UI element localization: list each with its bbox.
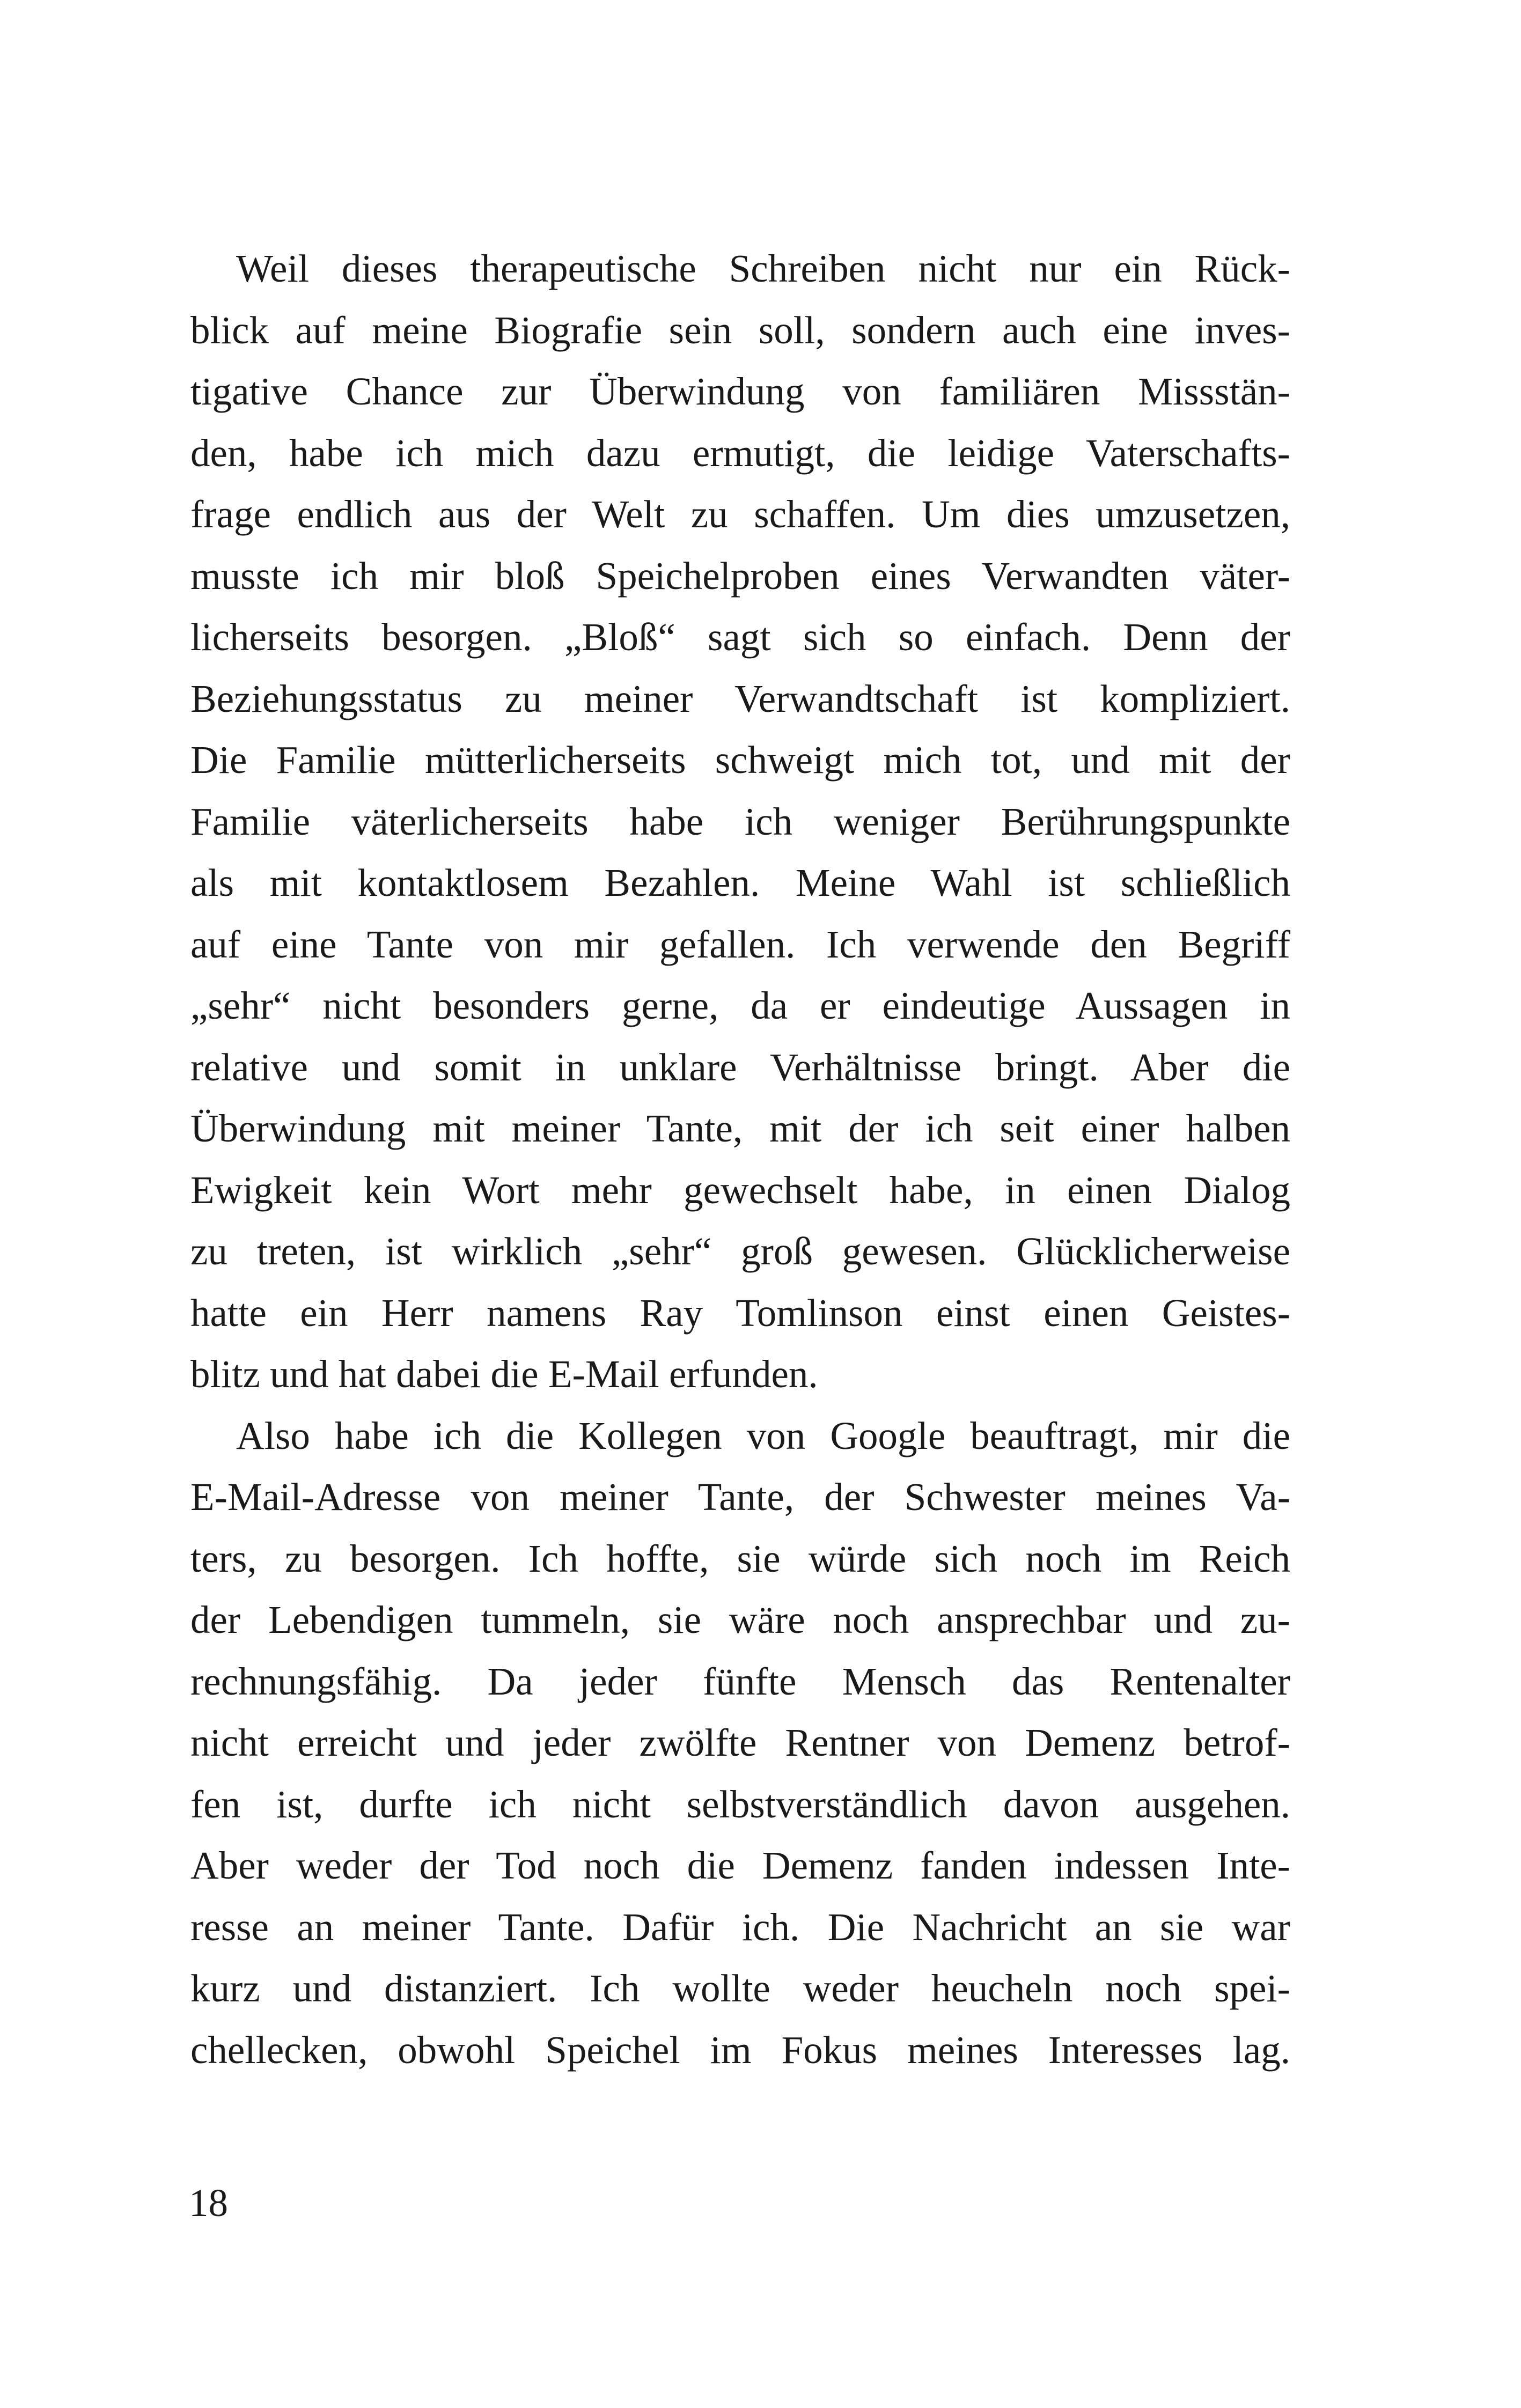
- text-line: tigative Chance zur Überwindung von familiären Missstän-: [190, 370, 1290, 413]
- page-number: 18: [189, 2181, 228, 2225]
- text-line: Weil dieses therapeutische Schreiben nicht nur ein Rück-: [236, 247, 1290, 290]
- text-line: ters, zu besorgen. Ich hoffte, sie würde sich noch im Reich: [190, 1536, 1290, 1580]
- text-line: nicht erreicht und jeder zwölfte Rentner von Demenz betrof-: [190, 1721, 1290, 1764]
- text-line: E-Mail-Adresse von meiner Tante, der Schwester meines Va-: [190, 1475, 1290, 1519]
- text-line: rechnungsfähig. Da jeder fünfte Mensch das Rentenalter: [190, 1659, 1290, 1703]
- text-line: kurz und distanziert. Ich wollte weder heucheln noch spei-: [190, 1967, 1290, 2010]
- text-line: Familie väterlicherseits habe ich weniger Berührungspunkte: [190, 799, 1290, 843]
- text-line: licherseits besorgen. „Bloß“ sagt sich so einfach. Denn der: [190, 615, 1290, 659]
- text-line: auf eine Tante von mir gefallen. Ich verwende den Begriff: [190, 922, 1290, 966]
- text-line: musste ich mir bloß Speichelproben eines Verwandten väter-: [190, 554, 1290, 598]
- text-line: Also habe ich die Kollegen von Google beauftragt, mir die: [236, 1413, 1290, 1457]
- text-line: relative und somit in unklare Verhältnisse bringt. Aber die: [190, 1045, 1290, 1089]
- text-line: zu treten, ist wirklich „sehr“ groß gewesen. Glücklicherweise: [190, 1229, 1290, 1273]
- text-line: Ewigkeit kein Wort mehr gewechselt habe, in einen Dialog: [190, 1168, 1290, 1212]
- text-line: Die Familie mütterlicherseits schweigt mich tot, und mit der: [190, 738, 1290, 782]
- text-line: resse an meiner Tante. Dafür ich. Die Nachricht an sie war: [190, 1905, 1290, 1949]
- text-line: fen ist, durfte ich nicht selbstverständlich davon ausgehen.: [190, 1782, 1290, 1826]
- text-line: „sehr“ nicht besonders gerne, da er eindeutige Aussagen in: [190, 984, 1290, 1027]
- text-line: als mit kontaktlosem Bezahlen. Meine Wahl ist schließlich: [190, 861, 1290, 904]
- text-line: frage endlich aus der Welt zu schaffen. Um dies umzusetzen,: [190, 492, 1290, 536]
- text-line: blick auf meine Biografie sein soll, sondern auch eine inves-: [190, 308, 1290, 352]
- text-line: Überwindung mit meiner Tante, mit der ich seit einer halben: [190, 1107, 1290, 1150]
- text-line: chellecken, obwohl Speichel im Fokus meines Interesses lag.: [190, 2028, 1290, 2072]
- body-text: [190, 238, 1290, 2081]
- text-line: Aber weder der Tod noch die Demenz fanden indessen Inte-: [190, 1844, 1290, 1887]
- text-line: der Lebendigen tummeln, sie wäre noch ansprechbar und zu-: [190, 1598, 1290, 1641]
- text-line: hatte ein Herr namens Ray Tomlinson einst einen Geistes-: [190, 1291, 1290, 1335]
- text-line: den, habe ich mich dazu ermutigt, die leidige Vaterschafts-: [190, 431, 1290, 475]
- text-line: Beziehungsstatus zu meiner Verwandtschaft ist kompliziert.: [190, 676, 1290, 720]
- text-line: blitz und hat dabei die E-Mail erfunden.: [190, 1352, 818, 1396]
